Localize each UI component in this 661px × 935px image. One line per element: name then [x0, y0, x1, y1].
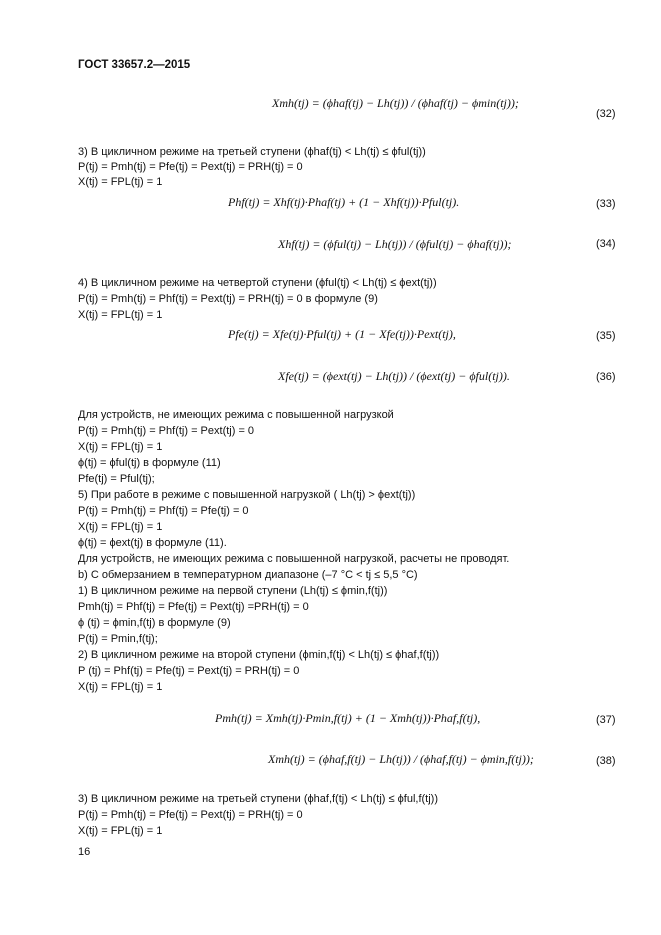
equation-34: Xhf(tj) = (ϕful(tj) − Lh(tj)) / (ϕful(tj) − ϕhaf(tj)); [278, 237, 512, 251]
equation-number-34: (34) [596, 238, 616, 250]
text-line: P(tj) = Pmh(tj) = Phf(tj) = Pext(tj) = 0 [78, 425, 255, 437]
equation-number-33: (33) [596, 198, 616, 210]
equation-number-36: (36) [596, 371, 616, 383]
equation-33: Phf(tj) = Xhf(tj)·Phaf(tj) + (1 − Xhf(tj))·Pful(tj). [228, 195, 460, 209]
text-line: X(tj) = FPL(tj) = 1 [78, 176, 163, 188]
equation-35: Pfe(tj) = Xfe(tj)·Pful(tj) + (1 − Xfe(tj))·Pext(tj), [228, 327, 456, 341]
text-line: 5) При работе в режиме с повышенной нагрузкой ( Lh(tj) > ϕext(tj)) [78, 489, 416, 501]
text-line: 1) В цикличном режиме на первой ступени (Lh(tj) ≤ ϕmin,f(tj)) [78, 585, 388, 597]
equation-37: Pmh(tj) = Xmh(tj)·Pmin,f(tj) + (1 − Xmh(tj))·Phaf,f(tj), [215, 711, 481, 725]
text-line: X(tj) = FPL(tj) = 1 [78, 825, 163, 837]
text-line: Для устройств, не имеющих режима с повышенной нагрузкой [78, 409, 394, 421]
text-line: 3) В цикличном режиме на третьей ступени (ϕhaf,f(tj) < Lh(tj) ≤ ϕful,f(tj)) [78, 793, 439, 805]
text-line: P(tj) = Pmh(tj) = Pfe(tj) = Pext(tj) = PRH(tj) = 0 [78, 809, 303, 821]
text-line: ϕ(tj) = ϕful(tj) в формуле (11) [78, 457, 221, 469]
equation-number-32: (32) [596, 108, 616, 120]
text-line: Для устройств, не имеющих режима с повышенной нагрузкой, расчеты не проводят. [78, 553, 510, 565]
text-line: ϕ (tj) = ϕmin,f(tj) в формуле (9) [78, 617, 231, 629]
text-line: P(tj) = Pmh(tj) = Pfe(tj) = Pext(tj) = PRH(tj) = 0 [78, 161, 303, 173]
text-line: P(tj) = Pmh(tj) = Phf(tj) = Pfe(tj) = 0 [78, 505, 249, 517]
equation-36: Xfe(tj) = (ϕext(tj) − Lh(tj)) / (ϕext(tj) − ϕful(tj)). [278, 369, 510, 383]
text-line: X(tj) = FPL(tj) = 1 [78, 441, 163, 453]
text-line: Pfe(tj) = Pful(tj); [78, 473, 155, 485]
equation-number-35: (35) [596, 330, 616, 342]
text-line: ϕ(tj) = ϕext(tj) в формуле (11). [78, 537, 227, 549]
equation-number-38: (38) [596, 755, 616, 767]
equation-number-37: (37) [596, 714, 616, 726]
text-line: b) С обмерзанием в температурном диапазоне (–7 °C < tj ≤ 5,5 °C) [78, 569, 418, 581]
page-number: 16 [78, 846, 91, 858]
text-line: 2) В цикличном режиме на второй ступени (ϕmin,f(tj) < Lh(tj) ≤ ϕhaf,f(tj)) [78, 649, 440, 661]
equation-38: Xmh(tj) = (ϕhaf,f(tj) − Lh(tj)) / (ϕhaf,f(tj) − ϕmin,f(tj)); [268, 752, 534, 766]
text-line: 4) В цикличном режиме на четвертой ступени (ϕful(tj) < Lh(tj) ≤ ϕext(tj)) [78, 277, 437, 289]
text-line: P (tj) = Phf(tj) = Pfe(tj) = Pext(tj) = PRH(tj) = 0 [78, 665, 300, 677]
text-line: P(tj) = Pmin,f(tj); [78, 633, 158, 645]
text-line: X(tj) = FPL(tj) = 1 [78, 521, 163, 533]
text-line: Pmh(tj) = Phf(tj) = Pfe(tj) = Pext(tj) =PRH(tj) = 0 [78, 601, 309, 613]
text-line: X(tj) = FPL(tj) = 1 [78, 681, 163, 693]
text-line: 3) В цикличном режиме на третьей ступени (ϕhaf(tj) < Lh(tj) ≤ ϕful(tj)) [78, 146, 426, 158]
text-line: P(tj) = Pmh(tj) = Phf(tj) = Pext(tj) = PRH(tj) = 0 в формуле (9) [78, 293, 378, 305]
text-line: X(tj) = FPL(tj) = 1 [78, 309, 163, 321]
document-header: ГОСТ 33657.2—2015 [78, 59, 191, 71]
equation-32: Xmh(tj) = (ϕhaf(tj) − Lh(tj)) / (ϕhaf(tj) − ϕmin(tj)); [272, 96, 519, 110]
